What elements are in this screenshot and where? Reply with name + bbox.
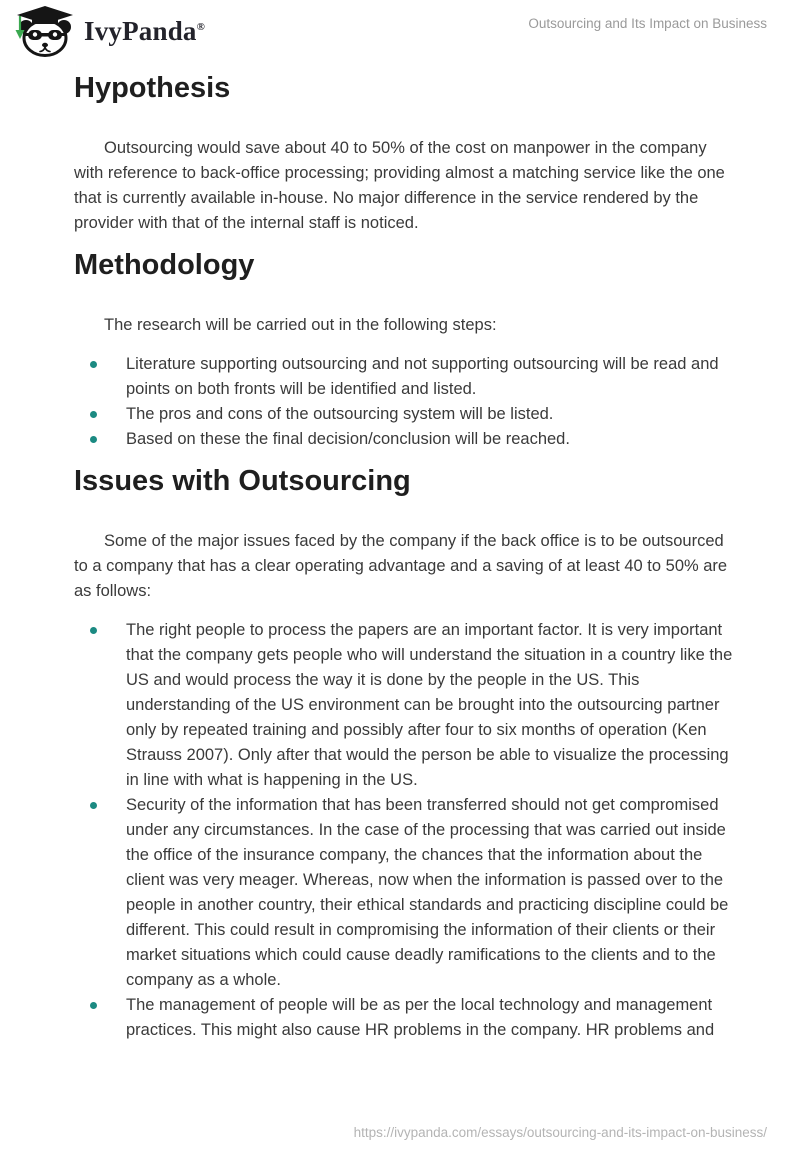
page-footer [354,1124,767,1142]
issues-paragraph: Some of the major issues faced by the company if the back office is to be outsourced to a company that has a clear operating advantage and a saving of at least 40 to 50% are as follows: [74,532,728,600]
issues-heading: Issues with Outsourcing [74,465,411,497]
document-title: Outsourcing and Its Impact on Business [528,16,767,31]
list-item-text: The pros and cons of the outsourcing system will be listed. [126,405,554,423]
section-methodology [74,248,736,452]
hypothesis-heading: Hypothesis [74,72,231,104]
list-item [126,618,736,793]
registered-mark: ® [196,20,206,33]
methodology-heading: Methodology [74,249,255,281]
panda-graduate-icon [14,5,76,57]
bullet-dot-icon [90,627,97,634]
issues-list [74,618,736,1043]
hypothesis-paragraph: Outsourcing would save about 40 to 50% of the cost on manpower in the company with reference to back-office processing; providing almost a matching service like the one that is currently available in-house. No major difference in the service rendered by the provider with that of the internal staff is noticed. [74,139,725,232]
bullet-dot-icon [90,411,97,418]
bullet-dot-icon [90,361,97,368]
source-url: https://ivypanda.com/essays/outsourcing-and-its-impact-on-business/ [353,1125,767,1140]
section-hypothesis [74,71,736,236]
bullet-dot-icon [90,1002,97,1009]
document-body [74,59,736,1051]
list-item [126,793,736,993]
bullet-dot-icon [90,436,97,443]
page-header [0,0,800,60]
brand [14,5,205,57]
methodology-list [74,352,736,452]
list-item-text: The management of people will be as per the local technology and management practices. This might also cause HR problems in the company. HR problems and [126,996,715,1039]
methodology-paragraph: The research will be carried out in the following steps: [104,316,497,334]
list-item-text: Based on these the final decision/conclusion will be reached. [126,430,570,448]
list-item [126,352,736,402]
list-item [126,427,736,452]
brand-name [84,16,205,47]
list-item-text: Literature supporting outsourcing and not supporting outsourcing will be read and points on both fronts will be identified and listed. [126,355,719,398]
bullet-dot-icon [90,802,97,809]
section-issues [74,464,736,1043]
list-item-text: The right people to process the papers are an important factor. It is very important that the company gets people who will understand the situation in a country like the US and would process the way it is done by the people in the US. This understanding of the US environment can be brought into the outsourcing partner only by repeated training and possibly after four to six months of operation (Ken Strauss 2007). Only after that would the person be able to visualize the processing in line with what is happening in the US. [126,621,733,789]
list-item [126,402,736,427]
list-item [126,993,736,1043]
list-item-text: Security of the information that has been transferred should not get compromised under any circumstances. In the case of the processing that was carried out inside the office of the insurance company, the chances that the information about the client was very meager. Whereas, now when the information is passed over to the people in another country, their ethical standards and practicing discipline could be different. This could result in compromising the information of their clients or their market situations which could cause deadly ramifications to the clients and to the company as a whole. [126,796,729,989]
brand-text: IvyPanda [84,15,197,46]
